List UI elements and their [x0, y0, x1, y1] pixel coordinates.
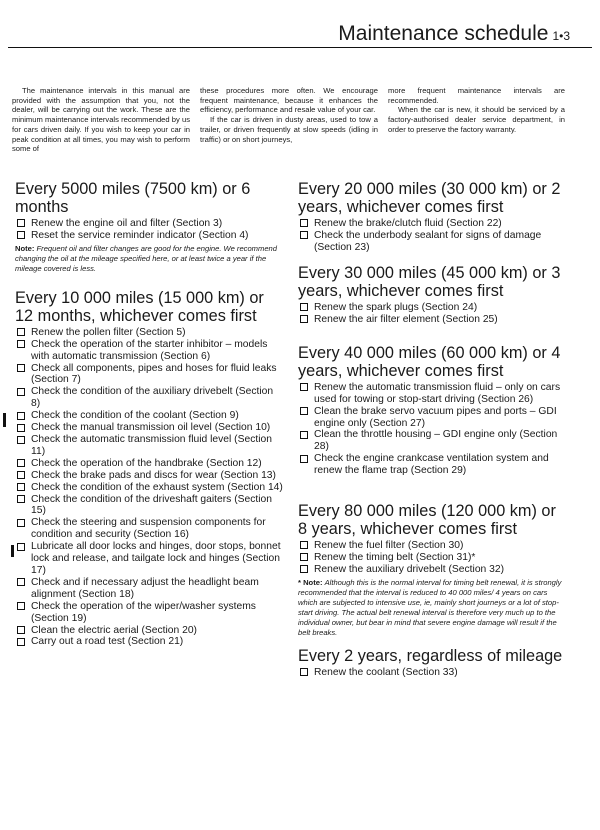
- checkbox[interactable]: [300, 303, 308, 311]
- checklist-item: [298, 382, 566, 406]
- item-text: Check all components, pipes and hoses for fluid leaks (Section 7): [31, 362, 277, 386]
- checklist-item: [15, 363, 283, 387]
- checkbox[interactable]: [17, 578, 25, 586]
- checkbox[interactable]: [17, 638, 25, 646]
- checklist: [298, 382, 566, 477]
- checkbox[interactable]: [17, 388, 25, 396]
- item-text: Check the condition of the auxiliary drivebelt (Section 8): [31, 386, 274, 410]
- checkbox[interactable]: [17, 602, 25, 610]
- intro-paragraph: The maintenance intervals in this manual are provided with the assumption that you, not the dealer, will be carrying out the work. These are the minimum maintenance intervals recommended by us for cars driven daily. If you wish to keep your car in peak condition at all times, you may wish to perform some of: [12, 86, 190, 154]
- checklist-item: [298, 218, 566, 230]
- checklist: [298, 302, 566, 326]
- scan-mark: [11, 545, 14, 557]
- checklist-item: [15, 470, 283, 482]
- checklist-item: [15, 517, 283, 541]
- checklist-item: [298, 453, 566, 477]
- checkbox[interactable]: [17, 626, 25, 634]
- item-text: Check the brake pads and discs for wear (Section 13): [31, 469, 276, 481]
- note-text: Although this is the normal interval for timing belt renewal, it is strongly recommended that the interval is reduced to 40 000 miles/ 4 years on cars which are subjected to intensive use, ie, mainly short journeys or a lot of stop-start driving. The actual belt renewal interval is therefore very much up to the individual owner, but bear in mind that severe engine damage will result if the belt breaks.: [298, 577, 562, 637]
- item-text: Check the operation of the handbrake (Section 12): [31, 457, 262, 469]
- checkbox[interactable]: [17, 495, 25, 503]
- section-20000-miles: [298, 181, 566, 254]
- checklist-item: [298, 552, 566, 564]
- section-heading: Every 2 years, regardless of mileage: [298, 647, 563, 665]
- item-text: Check the automatic transmission fluid level (Section 11): [31, 434, 272, 457]
- item-text: Check the condition of the driveshaft gaiters (Section 15): [31, 493, 272, 517]
- checkbox[interactable]: [300, 455, 308, 463]
- item-text: Renew the auxiliary drivebelt (Section 32): [314, 563, 505, 575]
- checklist-item: [15, 482, 283, 494]
- checklist-item: [15, 230, 283, 242]
- checkbox[interactable]: [300, 219, 308, 227]
- item-text: Renew the timing belt (Section 31)*: [314, 551, 476, 563]
- item-text: Renew the pollen filter (Section 5): [31, 326, 186, 338]
- checklist-item: [298, 540, 566, 552]
- item-text: Renew the brake/clutch fluid (Section 22): [314, 217, 502, 229]
- checkbox[interactable]: [300, 668, 308, 676]
- checklist-item: [15, 601, 283, 625]
- item-text: Clean the brake servo vacuum pipes and ports – GDI engine only (Section 27): [314, 405, 557, 429]
- checklist: [298, 540, 566, 576]
- page-title: [338, 22, 570, 46]
- checklist: [298, 218, 566, 254]
- checkbox[interactable]: [300, 231, 308, 239]
- section-40000-miles: [298, 345, 566, 477]
- item-text: Check the condition of the coolant (Section 9): [31, 410, 239, 422]
- checklist-item: [15, 636, 283, 648]
- section-note: [298, 578, 566, 638]
- checklist-item: [15, 339, 283, 363]
- checkbox[interactable]: [17, 543, 25, 551]
- checklist-item: [298, 429, 566, 453]
- checkbox[interactable]: [17, 519, 25, 527]
- section-10000-miles: [15, 290, 283, 648]
- checkbox[interactable]: [300, 315, 308, 323]
- section-heading: Every 10 000 miles (15 000 km) or 12 months, whichever comes first: [15, 289, 264, 325]
- checklist-item: [298, 314, 566, 326]
- checklist-item: [15, 218, 283, 230]
- checkbox[interactable]: [17, 424, 25, 432]
- checklist-item: [15, 625, 283, 637]
- section-5000-miles: [15, 181, 283, 274]
- item-text: Carry out a road test (Section 21): [31, 636, 184, 648]
- checklist-item: [15, 434, 283, 458]
- checkbox[interactable]: [17, 364, 25, 372]
- checkbox[interactable]: [300, 541, 308, 549]
- checklist-item: [298, 564, 566, 576]
- section-heading: Every 30 000 miles (45 000 km) or 3 years, whichever comes first: [298, 264, 561, 300]
- intro-paragraph: more frequent maintenance intervals are recommended.: [388, 86, 565, 105]
- checklist-item: [298, 302, 566, 314]
- item-text: Check the operation of the wiper/washer systems (Section 19): [31, 600, 256, 624]
- item-text: Check the condition of the exhaust system (Section 14): [31, 481, 283, 493]
- page-number: 1•3: [552, 29, 570, 43]
- intro-column-1: [12, 86, 190, 154]
- checklist: [298, 667, 566, 679]
- intro-paragraph: these procedures more often. We encourage frequent maintenance, because it enhances the efficiency, performance and resale value of your car.: [200, 86, 378, 115]
- scan-mark: [3, 413, 6, 427]
- item-text: Renew the fuel filter (Section 30): [314, 539, 464, 551]
- checkbox[interactable]: [17, 436, 25, 444]
- checkbox[interactable]: [300, 565, 308, 573]
- checklist-item: [15, 458, 283, 470]
- checkbox[interactable]: [17, 328, 25, 336]
- section-heading: Every 5000 miles (7500 km) or 6 months: [15, 180, 251, 216]
- item-text: Renew the air filter element (Section 25): [314, 313, 498, 325]
- note-text: Frequent oil and filter changes are good for the engine. We recommend changing the oil at the mileage specified here, or at least twice a year if the mileage covered is less.: [15, 243, 278, 273]
- item-text: Check the manual transmission oil level (Section 10): [31, 422, 271, 434]
- checkbox[interactable]: [17, 459, 25, 467]
- page-title-text: Maintenance schedule: [338, 22, 549, 45]
- checkbox[interactable]: [17, 483, 25, 491]
- checklist-item: [298, 230, 566, 254]
- checkbox[interactable]: [17, 219, 25, 227]
- checklist: [15, 218, 283, 242]
- item-text: Renew the coolant (Section 33): [314, 666, 458, 678]
- item-text: Check the steering and suspension components for condition and security (Section 16): [31, 517, 266, 541]
- checklist-item: [298, 667, 566, 679]
- section-heading: Every 20 000 miles (30 000 km) or 2 years, whichever comes first: [298, 180, 561, 216]
- checklist-item: [15, 422, 283, 434]
- checklist-item: [15, 577, 283, 601]
- item-text: Check the engine crankcase ventilation system and renew the flame trap (Section 29): [314, 453, 549, 477]
- note-label: * Note:: [298, 577, 323, 587]
- item-text: Clean the electric aerial (Section 20): [31, 624, 197, 636]
- intro-paragraph: If the car is driven in dusty areas, used to tow a trailer, or driven frequently at slow speeds (idling in traffic) or on short journeys,: [200, 115, 378, 144]
- section-80000-miles: [298, 503, 566, 638]
- checkbox[interactable]: [300, 553, 308, 561]
- checkbox[interactable]: [17, 471, 25, 479]
- section-heading: Every 40 000 miles (60 000 km) or 4 years, whichever comes first: [298, 344, 561, 380]
- checkbox[interactable]: [17, 340, 25, 348]
- checklist-item: [15, 494, 283, 518]
- intro-column-2: [200, 86, 378, 144]
- item-text: Lubricate all door locks and hinges, door stops, bonnet lock and release, and tailgate lock and hinges (Section 17): [31, 541, 281, 576]
- checklist-item: [15, 541, 283, 577]
- checkbox[interactable]: [17, 412, 25, 420]
- item-text: Renew the spark plugs (Section 24): [314, 301, 478, 313]
- intro-paragraph: When the car is new, it should be serviced by a factory-authorised dealer service department, in order to preserve the factory warranty.: [388, 105, 565, 134]
- checkbox[interactable]: [300, 407, 308, 415]
- checklist-item: [15, 410, 283, 422]
- checklist-item: [15, 327, 283, 339]
- section-30000-miles: [298, 265, 566, 326]
- item-text: Reset the service reminder indicator (Section 4): [31, 229, 249, 241]
- checkbox[interactable]: [17, 231, 25, 239]
- item-text: Check and if necessary adjust the headlight beam alignment (Section 18): [31, 576, 259, 600]
- note-label: Note:: [15, 243, 35, 253]
- item-text: Clean the throttle housing – GDI engine only (Section 28): [314, 429, 558, 453]
- item-text: Check the operation of the starter inhibitor – models with automatic transmission (Section 6): [31, 338, 268, 362]
- item-text: Check the underbody sealant for signs of damage (Section 23): [314, 229, 542, 253]
- checklist: [15, 327, 283, 648]
- section-2-years: [298, 648, 566, 679]
- intro-column-3: [388, 86, 565, 135]
- checkbox[interactable]: [300, 383, 308, 391]
- item-text: Renew the automatic transmission fluid – only on cars used for towing or stop-start driving (Section 26): [314, 381, 561, 405]
- checklist-item: [15, 386, 283, 410]
- header-rule: [8, 47, 592, 48]
- checkbox[interactable]: [300, 431, 308, 439]
- checklist-item: [298, 406, 566, 430]
- item-text: Renew the engine oil and filter (Section 3): [31, 217, 223, 229]
- section-heading: Every 80 000 miles (120 000 km) or 8 years, whichever comes first: [298, 502, 556, 538]
- section-note: [15, 244, 283, 274]
